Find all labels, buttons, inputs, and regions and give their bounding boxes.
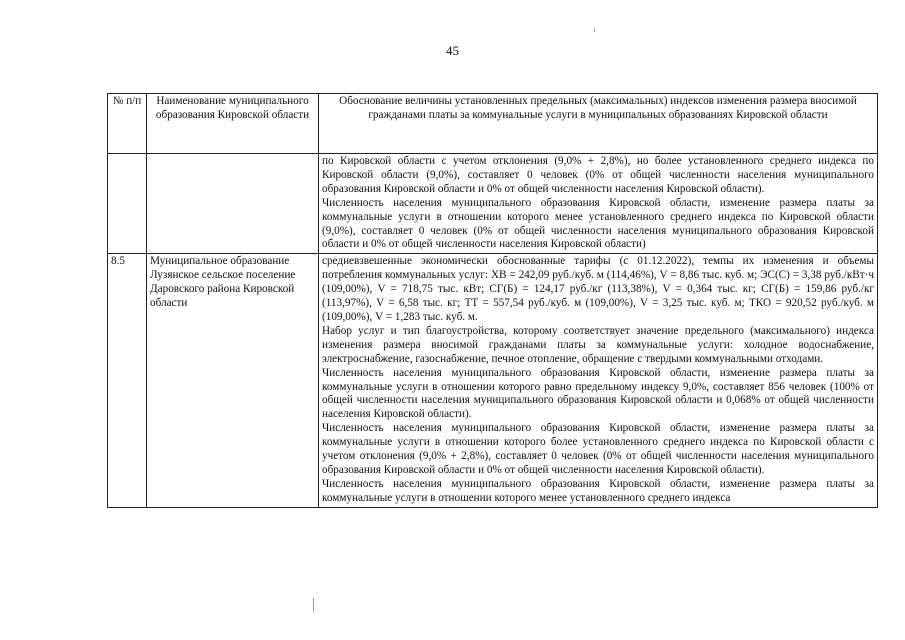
- paragraph: по Кировской области с учетом отклонения (9,0% + 2,8%), но более установленного среднего индекса по Кировской области (9,0%), составляет 0 человек (0% от общей численности населения муниципального образования Кировской области и 0% от общей численности населения Кировской области).: [322, 155, 874, 195]
- row-name: Муниципальное образование Лузянское сельское поселение Даровского района Кировской области: [147, 254, 319, 507]
- paragraph: Численность населения муниципального образования Кировской области, изменение размера платы за коммунальные услуги в отношении которого более установленного среднего индекса по Кировской области с учетом отклонения (9,0% + 2,8%), составляет 0 человек (0% от общей численности населения муниципального образования Кировской области и 0% от общей численности населения Кировской области).: [322, 422, 874, 476]
- paragraph: Набор услуг и тип благоустройства, которому соответствует значение предельного (максимального) индекса изменения размера вносимой гражданами платы за коммунальные услуги: холодное водоснабжение, электроснабжение, газоснабжение, печное отопление, обращение с твердыми коммунальными отходами.: [322, 324, 874, 365]
- table-header-row: [108, 94, 878, 154]
- paragraph: средневзвешенные экономически обоснованные тарифы (с 01.12.2022), темпы их изменения и объемы потребления коммунальных услуг: ХВ = 242,09 руб./куб. м (114,46%), V = 8,86 тыс. куб. м; ЭС(С) = 3,38 руб./кВт·ч (109,00%), V = 718,75 тыс. кВт; СГ(Б) = 124,17 руб./кг (113,38%), V = 0,364 тыс. кг; СГ(Б) = 159,86 руб./кг (113,97%), V = 6,58 тыс. кг; ТТ = 557,54 руб./куб. м (109,00%), V = 3,25 тыс. куб. м; ТКО = 920,52 руб./куб. м (109,00%), V = 1,283 тыс. куб. м.: [322, 255, 874, 323]
- page-number: 45: [446, 43, 459, 58]
- row-num: [108, 154, 147, 254]
- row-justification: [319, 154, 878, 254]
- paragraph: Численность населения муниципального образования Кировской области, изменение размера платы за коммунальные услуги в отношении которого менее установленного среднего индекса: [322, 477, 874, 504]
- header-name: Наименование муниципального образования Кировской области: [147, 94, 319, 154]
- justification-table: [107, 93, 878, 508]
- table-row: [108, 154, 878, 254]
- row-num: 8.5: [108, 254, 147, 507]
- scan-mark: [313, 598, 314, 612]
- table-row: [108, 254, 878, 507]
- row-justification: [319, 254, 878, 507]
- paragraph: Численность населения муниципального образования Кировской области, изменение размера платы за коммунальные услуги в отношении которого менее установленного среднего индекса по Кировской области (9,0%), составляет 0 человек (0% от общей численности населения муниципального образования Кировской области и 0% от общей численности населения Кировской области): [322, 196, 874, 251]
- scan-mark: [594, 28, 595, 32]
- header-justification: Обоснование величины установленных предельных (максимальных) индексов изменения размера вносимой гражданами платы за коммунальные услуги в муниципальных образованиях Кировской области: [319, 94, 878, 154]
- paragraph: Численность населения муниципального образования Кировской области, изменение размера платы за коммунальные услуги в отношении которого равно предельному индексу 9,0%, составляет 856 человек (100% от общей численности населения муниципального образования Кировской области и 0,068% от общей численности населения Кировской области).: [322, 366, 874, 421]
- header-num: № п/п: [108, 94, 147, 154]
- row-name: [147, 154, 319, 254]
